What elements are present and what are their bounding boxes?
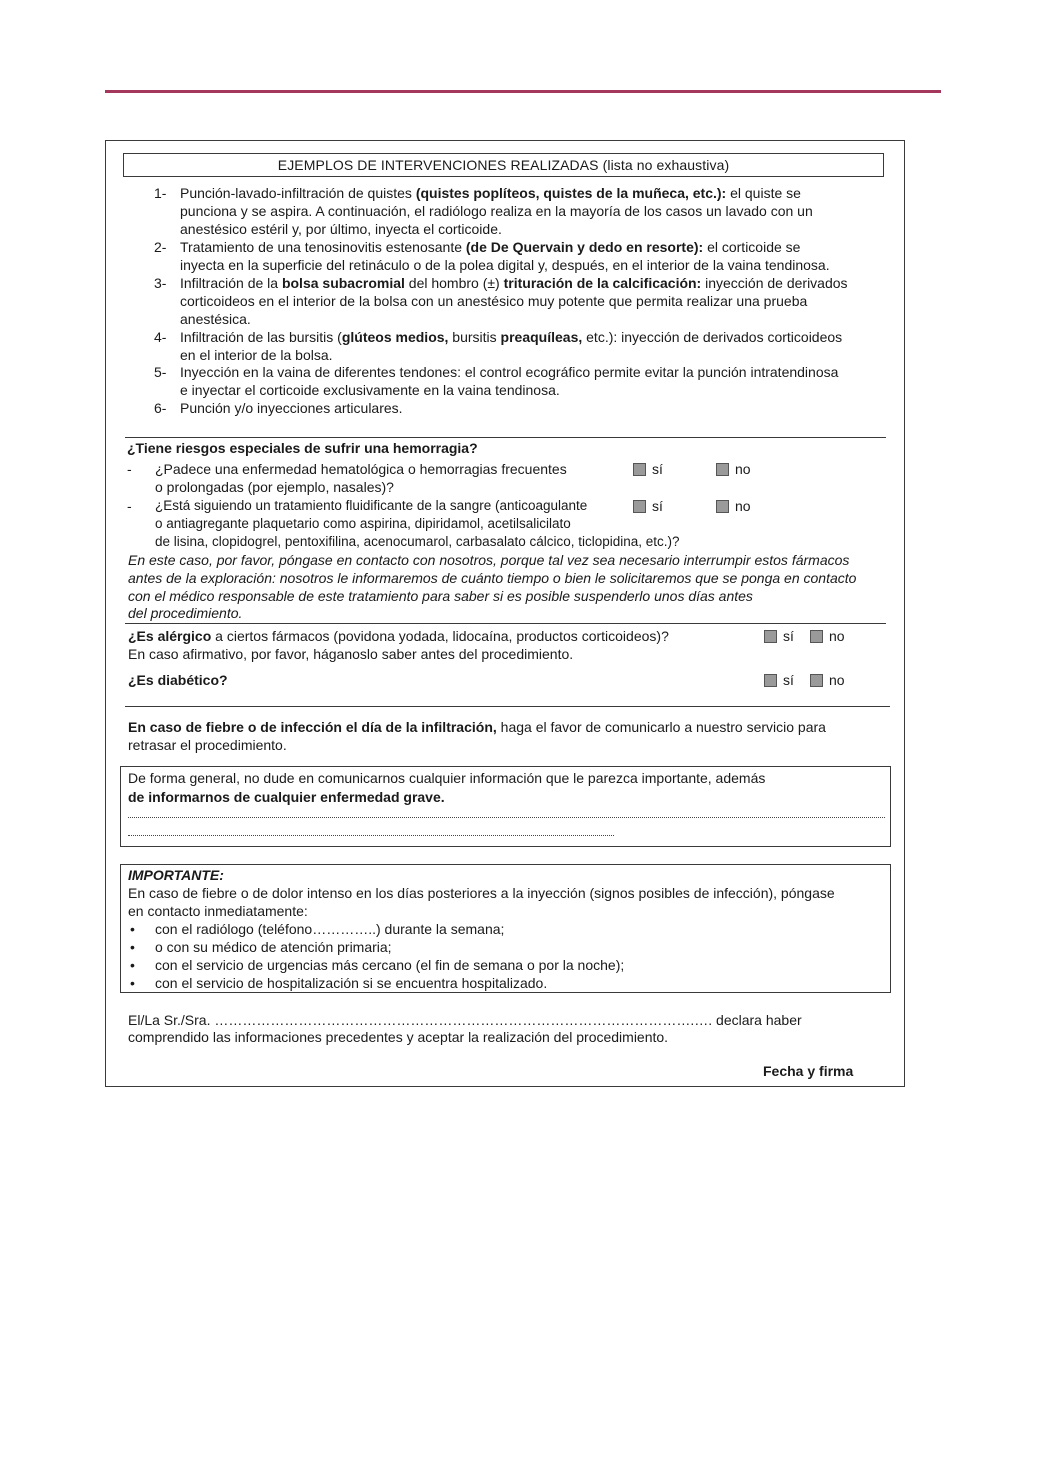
intervention-text bbox=[180, 256, 830, 274]
intervention-text-segment: etc.): inyección de derivados corticoideos bbox=[582, 329, 843, 345]
bullet-icon: • bbox=[130, 939, 135, 955]
allergy-no[interactable] bbox=[810, 627, 845, 645]
checkbox-icon[interactable] bbox=[633, 463, 646, 476]
intervention-text-segment: e inyectar el corticoide exclusivamente en la vaina tendinosa. bbox=[180, 382, 560, 398]
section-divider bbox=[125, 437, 886, 438]
yes-label: sí bbox=[783, 672, 794, 688]
examples-subtitle: (lista no exhaustiva) bbox=[598, 157, 730, 173]
fever-notice bbox=[128, 718, 826, 736]
checkbox-icon[interactable] bbox=[764, 630, 777, 643]
bleeding-q2-yes[interactable] bbox=[633, 497, 663, 515]
important-bullet-item: o con su médico de atención primaria; bbox=[155, 939, 392, 955]
signature-label: Fecha y firma bbox=[763, 1063, 854, 1079]
section-divider bbox=[125, 706, 890, 707]
important-bullet-item: con el radiólogo (teléfono…………..) durante la semana; bbox=[155, 921, 505, 937]
intervention-text-segment: inyección de derivados bbox=[701, 275, 848, 291]
bleeding-question: ¿Tiene riesgos especiales de sufrir una hemorragia? bbox=[127, 440, 478, 456]
fever-notice-bold: En caso de fiebre o de infección el día de la infiltración, bbox=[128, 719, 497, 735]
important-line1: En caso de fiebre o de dolor intenso en los días posteriores a la inyección (signos posibles de infección), póngase bbox=[128, 885, 835, 901]
intervention-number: 2- bbox=[154, 239, 167, 255]
intervention-number: 3- bbox=[154, 275, 167, 291]
allergy-question bbox=[128, 627, 669, 645]
writing-line[interactable] bbox=[128, 835, 614, 836]
intervention-text bbox=[180, 202, 813, 220]
intervention-text bbox=[180, 346, 333, 364]
intervention-text bbox=[180, 238, 800, 256]
intervention-text-bold: trituración de la calcificación: bbox=[503, 275, 702, 291]
checkbox-icon[interactable] bbox=[633, 500, 646, 513]
allergy-question-rest: a ciertos fármacos (povidona yodada, lidocaína, productos corticoideos)? bbox=[211, 628, 669, 644]
intervention-text bbox=[180, 399, 403, 417]
intervention-text-bold: glúteos medios, bbox=[341, 329, 449, 345]
intervention-text bbox=[180, 292, 807, 310]
bullet-icon: • bbox=[130, 921, 135, 937]
checkbox-icon[interactable] bbox=[764, 674, 777, 687]
bleeding-note-line: En este caso, por favor, póngase en contacto con nosotros, porque tal vez sea necesario interrumpir estos fármacos bbox=[128, 552, 850, 568]
intervention-number: 4- bbox=[154, 329, 167, 345]
intervention-text bbox=[180, 274, 848, 292]
bleeding-q1-line2: o prolongadas (por ejemplo, nasales)? bbox=[155, 479, 394, 495]
important-title: IMPORTANTE: bbox=[128, 867, 224, 883]
important-line2: en contacto inmediatamente: bbox=[128, 903, 308, 919]
header-rule bbox=[105, 90, 941, 93]
intervention-text-segment: el quiste se bbox=[726, 185, 801, 201]
no-label: no bbox=[829, 672, 845, 688]
dash-marker: - bbox=[127, 498, 132, 514]
allergy-question-bold: ¿Es alérgico bbox=[128, 628, 212, 644]
checkbox-icon[interactable] bbox=[810, 630, 823, 643]
writing-line[interactable] bbox=[128, 817, 885, 818]
diabetic-yes[interactable] bbox=[764, 671, 794, 689]
bullet-icon: • bbox=[130, 957, 135, 973]
yes-label: sí bbox=[652, 461, 663, 477]
intervention-text bbox=[180, 310, 251, 328]
intervention-text bbox=[180, 328, 842, 346]
intervention-text-segment: en el interior de la bolsa. bbox=[180, 347, 333, 363]
dash-marker: - bbox=[127, 461, 132, 477]
intervention-text-segment: Infiltración de las bursitis ( bbox=[180, 329, 342, 345]
bleeding-note-line: con el médico responsable de este tratamiento para saber si es posible suspenderlo unos días antes bbox=[128, 588, 753, 604]
intervention-text-bold: (quistes poplíteos, quistes de la muñeca, etc.): bbox=[415, 185, 727, 201]
no-label: no bbox=[735, 461, 751, 477]
declaration-line1: El/La Sr./Sra. ………………………………………………………………………………………….…. declara haber bbox=[128, 1012, 802, 1028]
intervention-number: 1- bbox=[154, 185, 167, 201]
bleeding-note-line: del procedimiento. bbox=[128, 605, 243, 621]
general-info-line2: de informarnos de cualquier enfermedad grave. bbox=[128, 789, 445, 805]
allergy-note: En caso afirmativo, por favor, háganoslo saber antes del procedimiento. bbox=[128, 646, 574, 662]
yes-label: sí bbox=[652, 498, 663, 514]
fever-notice-line2: retrasar el procedimiento. bbox=[128, 737, 287, 753]
allergy-yes[interactable] bbox=[764, 627, 794, 645]
intervention-text-segment: anestésica. bbox=[180, 311, 251, 327]
checkbox-icon[interactable] bbox=[716, 463, 729, 476]
examples-title-box bbox=[123, 153, 884, 177]
intervention-text-segment: corticoideos en el interior de la bolsa con un anestésico muy potente que permita realizar una prueba bbox=[180, 293, 808, 309]
intervention-number: 6- bbox=[154, 400, 167, 416]
intervention-text bbox=[180, 363, 838, 381]
important-bullet-item: con el servicio de urgencias más cercano (el fin de semana o por la noche); bbox=[155, 957, 625, 973]
bleeding-q2-line3: de lisina, clopidogrel, pentoxifilina, acenocumarol, carbasalato cálcico, ticlopidina, etc.)? bbox=[155, 534, 680, 549]
no-label: no bbox=[735, 498, 751, 514]
intervention-text-segment: Infiltración de la bbox=[180, 275, 282, 291]
intervention-text-bold: (de De Quervain y dedo en resorte): bbox=[465, 239, 704, 255]
bleeding-q2-line1: ¿Está siguiendo un tratamiento fluidificante de la sangre (anticoagulante bbox=[155, 498, 588, 513]
bleeding-q1-line1: ¿Padece una enfermedad hematológica o hemorragias frecuentes bbox=[155, 461, 567, 477]
no-label: no bbox=[829, 628, 845, 644]
intervention-text bbox=[180, 381, 560, 399]
intervention-text-segment: Punción-lavado-infiltración de quistes bbox=[180, 185, 416, 201]
intervention-text bbox=[180, 220, 502, 238]
bleeding-q2-no[interactable] bbox=[716, 497, 751, 515]
section-divider bbox=[125, 623, 886, 624]
intervention-text-segment: inyecta en la superficie del retináculo o de la polea digital y, después, en el interior de la vaina tendinosa. bbox=[180, 257, 830, 273]
intervention-text bbox=[180, 184, 801, 202]
intervention-text-bold: bolsa subacromial bbox=[281, 275, 405, 291]
diabetic-no[interactable] bbox=[810, 671, 845, 689]
intervention-text-segment: el corticoide se bbox=[703, 239, 801, 255]
checkbox-icon[interactable] bbox=[810, 674, 823, 687]
intervention-text-segment: anestésico estéril y, por último, inyecta el corticoide. bbox=[180, 221, 502, 237]
declaration-line2: comprendido las informaciones precedentes y aceptar la realización del procedimiento. bbox=[128, 1029, 669, 1045]
intervention-text-segment: Inyección en la vaina de diferentes tendones: el control ecográfico permite evitar la punción intratendinosa bbox=[180, 364, 839, 380]
general-info-line1: De forma general, no dude en comunicarnos cualquier información que le parezca importante, además bbox=[128, 770, 766, 786]
intervention-text-segment: bursitis bbox=[448, 329, 501, 345]
fever-notice-rest: haga el favor de comunicarlo a nuestro servicio para bbox=[496, 719, 826, 735]
bleeding-q1-no[interactable] bbox=[716, 460, 751, 478]
bullet-icon: • bbox=[130, 975, 135, 991]
examples-title: EJEMPLOS DE INTERVENCIONES REALIZADAS bbox=[277, 157, 599, 173]
bleeding-q1-yes[interactable] bbox=[633, 460, 663, 478]
intervention-text-segment: Punción y/o inyecciones articulares. bbox=[180, 400, 403, 416]
intervention-text-bold: preaquíleas, bbox=[500, 329, 583, 345]
diabetic-question: ¿Es diabético? bbox=[128, 672, 228, 688]
bleeding-q2-line2: o antiagregante plaquetario como aspirina, dipiridamol, acetilsalicilato bbox=[155, 516, 571, 531]
intervention-number: 5- bbox=[154, 364, 167, 380]
bleeding-note-line: antes de la exploración: nosotros le informaremos de cuánto tiempo o bien le solicitaremos que se ponga en contacto bbox=[128, 570, 857, 586]
intervention-text-segment: punciona y se aspira. A continuación, el radiólogo realiza en la mayoría de los casos un lavado con un bbox=[180, 203, 813, 219]
intervention-text-segment: del hombro (±) bbox=[404, 275, 504, 291]
checkbox-icon[interactable] bbox=[716, 500, 729, 513]
intervention-text-segment: Tratamiento de una tenosinovitis estenosante bbox=[180, 239, 466, 255]
important-bullet-item: con el servicio de hospitalización si se encuentra hospitalizado. bbox=[155, 975, 548, 991]
yes-label: sí bbox=[783, 628, 794, 644]
